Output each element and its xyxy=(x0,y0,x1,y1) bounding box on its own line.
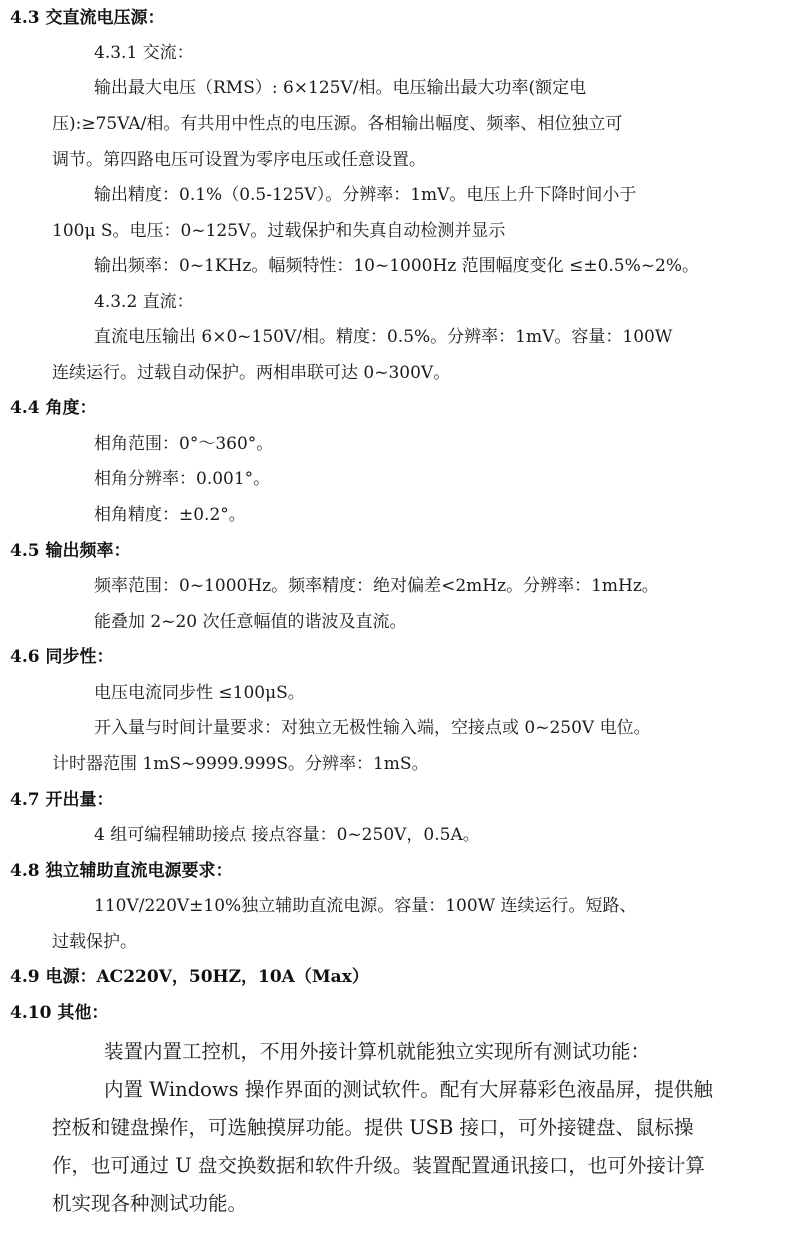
paragraph-line: 开入量与时间计量要求：对独立无极性输入端，空接点或 0~250V 电位。 xyxy=(94,718,651,738)
paragraph-line: 电压电流同步性 ≤100μS。 xyxy=(94,683,305,703)
section-heading-4-5: 4.5 输出频率： xyxy=(10,541,131,561)
section-heading-4-7: 4.7 开出量： xyxy=(10,790,114,810)
paragraph-line: 相角分辨率：0.001°。 xyxy=(94,469,271,489)
paragraph-line: 输出最大电压（RMS）: 6×125V/相。电压输出最大功率(额定电 xyxy=(94,78,587,98)
paragraph-line: 装置内置工控机，不用外接计算机就能独立实现所有测试功能： xyxy=(104,1040,651,1063)
paragraph-line: 能叠加 2~20 次任意幅值的谐波及直流。 xyxy=(94,612,407,632)
section-heading-4-6: 4.6 同步性： xyxy=(10,647,114,667)
paragraph-line: 直流电压输出 6×0~150V/相。精度：0.5%。分辨率：1mV。容量：100W xyxy=(94,327,673,347)
paragraph-line: 110V/220V±10%独立辅助直流电源。容量：100W 连续运行。短路、 xyxy=(94,896,637,916)
section-heading-4-4: 4.4 角度： xyxy=(10,398,97,418)
paragraph-line: 输出频率：0~1KHz。幅频特性：10~1000Hz 范围幅度变化 ≤±0.5%~2%。 xyxy=(94,256,699,276)
subsection-heading-4-3-2: 4.3.2 直流： xyxy=(94,292,194,312)
paragraph-line: 调节。第四路电压可设置为零序电压或任意设置。 xyxy=(52,150,426,170)
paragraph-line: 计时器范围 1mS~9999.999S。分辨率：1mS。 xyxy=(52,754,429,774)
section-heading-4-9: 4.9 电源：AC220V，50HZ，10A（Max） xyxy=(10,967,369,987)
paragraph-line: 作，也可通过 U 盘交换数据和软件升级。装置配置通讯接口，也可外接计算 xyxy=(52,1154,705,1177)
subsection-heading-4-3-1: 4.3.1 交流： xyxy=(94,43,194,63)
section-heading-4-3: 4.3 交直流电压源： xyxy=(10,8,165,28)
paragraph-line: 过载保护。 xyxy=(52,932,137,952)
paragraph-line: 100μ S。电压：0~125V。过载保护和失真自动检测并显示 xyxy=(52,221,506,241)
section-heading-4-10: 4.10 其他： xyxy=(10,1003,109,1023)
paragraph-line: 内置 Windows 操作界面的测试软件。配有大屏幕彩色液晶屏，提供触 xyxy=(104,1078,713,1101)
section-heading-4-8: 4.8 独立辅助直流电源要求： xyxy=(10,861,233,881)
paragraph-line: 相角精度：±0.2°。 xyxy=(94,505,246,525)
paragraph-line: 相角范围：0°～360°。 xyxy=(94,434,274,454)
paragraph-line: 连续运行。过载自动保护。两相串联可达 0~300V。 xyxy=(52,363,451,383)
paragraph-line: 压):≥75VA/相。有共用中性点的电压源。各相输出幅度、频率、相位独立可 xyxy=(52,114,623,134)
paragraph-line: 4 组可编程辅助接点 接点容量：0~250V，0.5A。 xyxy=(94,825,480,845)
paragraph-line: 控板和键盘操作，可选触摸屏功能。提供 USB 接口，可外接键盘、鼠标操 xyxy=(52,1116,694,1139)
paragraph-line: 机实现各种测试功能。 xyxy=(52,1192,248,1215)
paragraph-line: 输出精度：0.1%（0.5-125V）。分辨率：1mV。电压上升下降时间小于 xyxy=(94,185,637,205)
paragraph-line: 频率范围：0~1000Hz。频率精度：绝对偏差<2mHz。分辨率：1mHz。 xyxy=(94,576,659,596)
